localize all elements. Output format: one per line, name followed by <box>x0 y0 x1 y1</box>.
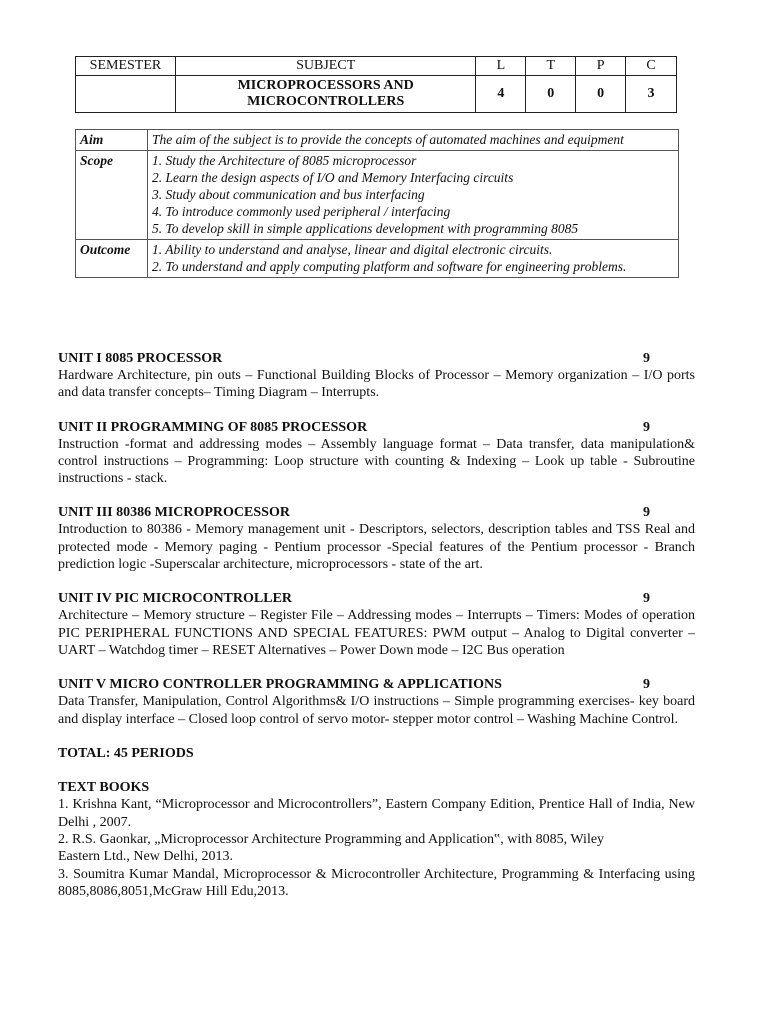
p-value: 0 <box>576 76 626 113</box>
unit-heading <box>58 676 695 693</box>
header-semester: SEMESTER <box>76 57 176 76</box>
unit-body: Hardware Architecture, pin outs – Functional Building Blocks of Processor – Memory organization – I/O ports and data transfer concepts– Timing Diagram – Interrupts. <box>58 368 695 401</box>
course-info-table <box>75 56 677 113</box>
unit-hours: 9 <box>643 419 650 435</box>
unit-body: Data Transfer, Manipulation, Control Algorithms& I/O instructions – Simple programming exercises- key board and display interface – Closed loop control of servo motor- stepper motor control – Washing Machine Control. <box>58 694 695 727</box>
unit-section <box>58 676 695 728</box>
unit-hours: 9 <box>643 591 650 607</box>
header-l: L <box>476 57 526 76</box>
unit-heading <box>58 504 695 521</box>
text-book-line: 2. R.S. Gaonkar, „Microprocessor Architecture Programming and Application‟, with 8085, Wiley <box>58 832 605 848</box>
aim-row <box>76 130 679 151</box>
scope-item: 4. To introduce commonly used peripheral / interfacing <box>152 204 451 219</box>
text-books-heading: TEXT BOOKS <box>58 780 150 796</box>
syllabus-content <box>58 350 695 900</box>
text-book-item: 1. Krishna Kant, “Microprocessor and Microcontrollers”, Eastern Company Edition, Prentice Hall of India, New Delhi , 2007. <box>58 797 695 830</box>
unit-heading <box>58 350 695 367</box>
text-book-item: 3. Soumitra Kumar Mandal, Microprocessor & Microcontroller Architecture, Programming & Interfacing using 8085,8086,8051,McGraw Hill Edu,2013. <box>58 866 695 899</box>
subject-value <box>175 76 476 113</box>
outcome-row <box>76 240 679 278</box>
unit-section <box>58 350 695 402</box>
unit-title: UNIT II PROGRAMMING OF 8085 PROCESSOR <box>58 419 368 435</box>
subject-line-1: MICROPROCESSORS AND <box>237 78 414 93</box>
course-header-row <box>76 57 677 76</box>
outcome-list <box>148 240 679 278</box>
course-value-row <box>76 76 677 113</box>
unit-hours: 9 <box>643 351 650 366</box>
text-book-line: Eastern Ltd., New Delhi, 2013. <box>58 849 233 865</box>
unit-section <box>58 419 695 488</box>
unit-heading <box>58 419 695 436</box>
outcome-label: Outcome <box>76 240 148 278</box>
unit-title: UNIT V MICRO CONTROLLER PROGRAMMING & APPLICATIONS <box>58 677 502 693</box>
scope-item: 1. Study the Architecture of 8085 microprocessor <box>152 153 417 168</box>
scope-list <box>148 151 679 240</box>
header-c: C <box>626 57 677 76</box>
unit-hours: 9 <box>643 677 650 693</box>
subject-line-2: MICROCONTROLLERS <box>247 94 405 109</box>
aim-scope-outcome-table <box>75 129 679 278</box>
unit-heading <box>58 590 695 607</box>
unit-body: Architecture – Memory structure – Register File – Addressing modes – Interrupts – Timers: Modes of operation PIC PERIPHERAL FUNCTIONS AND SPECIAL FEATURES: PWM output – Analog to Digital converter – UART – Watchdog timer – RESET Alternatives – Power Down mode – I2C Bus operation <box>58 608 695 658</box>
t-value: 0 <box>526 76 576 113</box>
scope-item: 5. To develop skill in simple applications development with programming 8085 <box>152 221 579 236</box>
total-periods: TOTAL: 45 PERIODS <box>58 745 194 761</box>
unit-title: UNIT III 80386 MICROPROCESSOR <box>58 505 290 521</box>
aim-text: The aim of the subject is to provide the concepts of automated machines and equipment <box>148 130 679 151</box>
text-book-item <box>58 831 695 866</box>
outcome-item: 2. To understand and apply computing platform and software for engineering problems. <box>152 259 627 274</box>
unit-title: UNIT I 8085 PROCESSOR <box>58 351 223 366</box>
scope-item: 3. Study about communication and bus interfacing <box>152 187 425 202</box>
c-value: 3 <box>626 76 677 113</box>
l-value: 4 <box>476 76 526 113</box>
header-subject: SUBJECT <box>175 57 476 76</box>
unit-body: Instruction -format and addressing modes – Assembly language format – Data transfer, data manipulation& control instructions – Programming: Loop structure with counting & Indexing – Look up table - Subroutine instructions - stack. <box>58 436 695 487</box>
unit-hours: 9 <box>643 505 650 521</box>
scope-label: Scope <box>76 151 148 240</box>
unit-body: Introduction to 80386 - Memory management unit - Descriptors, selectors, description tables and TSS Real and protected mode - Memory paging - Pentium processor -Special features of the Pentium processor - Branch prediction logic -Superscalar architecture, microprocessors - state of the art. <box>58 522 695 573</box>
unit-section <box>58 504 695 573</box>
scope-row <box>76 151 679 240</box>
header-p: P <box>576 57 626 76</box>
unit-title: UNIT IV PIC MICROCONTROLLER <box>58 591 293 607</box>
scope-item: 2. Learn the design aspects of I/O and Memory Interfacing circuits <box>152 170 514 185</box>
header-t: T <box>526 57 576 76</box>
unit-section <box>58 590 695 659</box>
semester-value <box>76 76 176 113</box>
aim-label: Aim <box>76 130 148 151</box>
outcome-item: 1. Ability to understand and analyse, linear and digital electronic circuits. <box>152 242 553 257</box>
